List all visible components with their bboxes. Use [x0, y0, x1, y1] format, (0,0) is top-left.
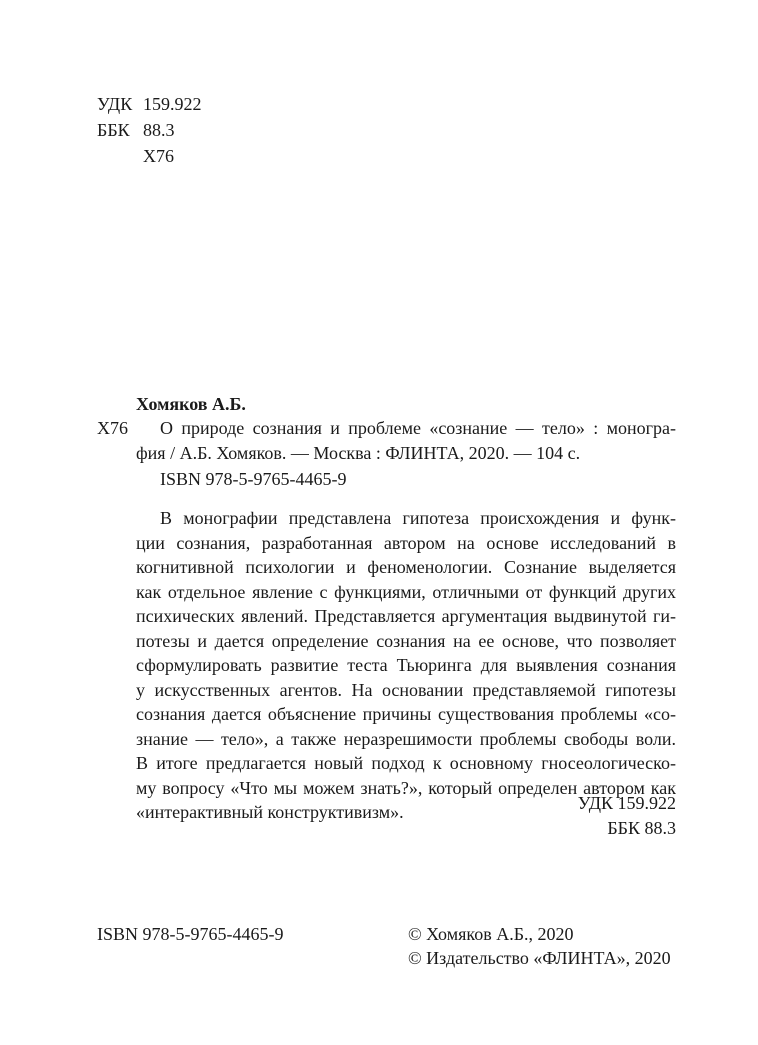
- entry-udk: УДК 159.922: [577, 793, 676, 813]
- abstract-line: как отдельное явление с функциями, отличными от функций других: [136, 581, 676, 602]
- abstract-line: ции сознания, разработанная автором на основе исследований в: [136, 532, 676, 553]
- abstract-line: В монографии представлена гипотеза происхождения и функ-: [160, 508, 676, 528]
- abstract-line: когнитивной психологии и феноменологии. Сознание выделяется: [136, 557, 676, 577]
- author-heading: Хомяков А.Б.: [136, 394, 246, 414]
- abstract-line: му вопросу «Что мы можем знать?», который определен автором как: [136, 777, 676, 798]
- udk-value: 159.922: [143, 94, 202, 114]
- entry-bbk: ББК 88.3: [607, 818, 676, 838]
- bbk-value: 88.3: [143, 120, 175, 140]
- entry-author-mark: Х76: [97, 418, 128, 438]
- abstract-line: сформулировать развитие теста Тьюринга для выявления сознания: [136, 655, 676, 675]
- copyright-author: © Хомяков А.Б., 2020: [408, 924, 574, 944]
- abstract-line: знание — тело», а также неразрешимости проблемы свободы воли.: [136, 728, 676, 749]
- bbk-label: ББК: [97, 120, 130, 140]
- title-line: фия / А.Б. Хомяков. — Москва : ФЛИНТА, 2020. — 104 с.: [136, 442, 581, 463]
- abstract-line: у искусственных агентов. На основании представляемой гипотезы: [136, 679, 676, 700]
- footer-isbn: ISBN 978-5-9765-4465-9: [97, 924, 284, 944]
- abstract-line: психических явлений. Представляется аргументация выдвинутой ги-: [136, 606, 676, 626]
- copyright-publisher: © Издательство «ФЛИНТА», 2020: [408, 948, 671, 968]
- abstract: [136, 506, 676, 825]
- title-line: О природе сознания и проблеме «сознание — тело» : моногра-: [160, 418, 676, 438]
- udk-label: УДК: [97, 94, 133, 114]
- abstract-line: «интерактивный конструктивизм».: [136, 802, 404, 822]
- title-description: [136, 416, 676, 465]
- abstract-line: В итоге предлагается новый подход к основному гносеологическо-: [136, 753, 676, 773]
- abstract-line: сознания дается объяснение причины существования проблемы «со-: [136, 704, 676, 724]
- entry-isbn: ISBN 978-5-9765-4465-9: [160, 469, 347, 489]
- abstract-line: потезы и дается определение сознания на ее основе, что позволяет: [136, 630, 676, 651]
- author-mark: Х76: [143, 146, 174, 166]
